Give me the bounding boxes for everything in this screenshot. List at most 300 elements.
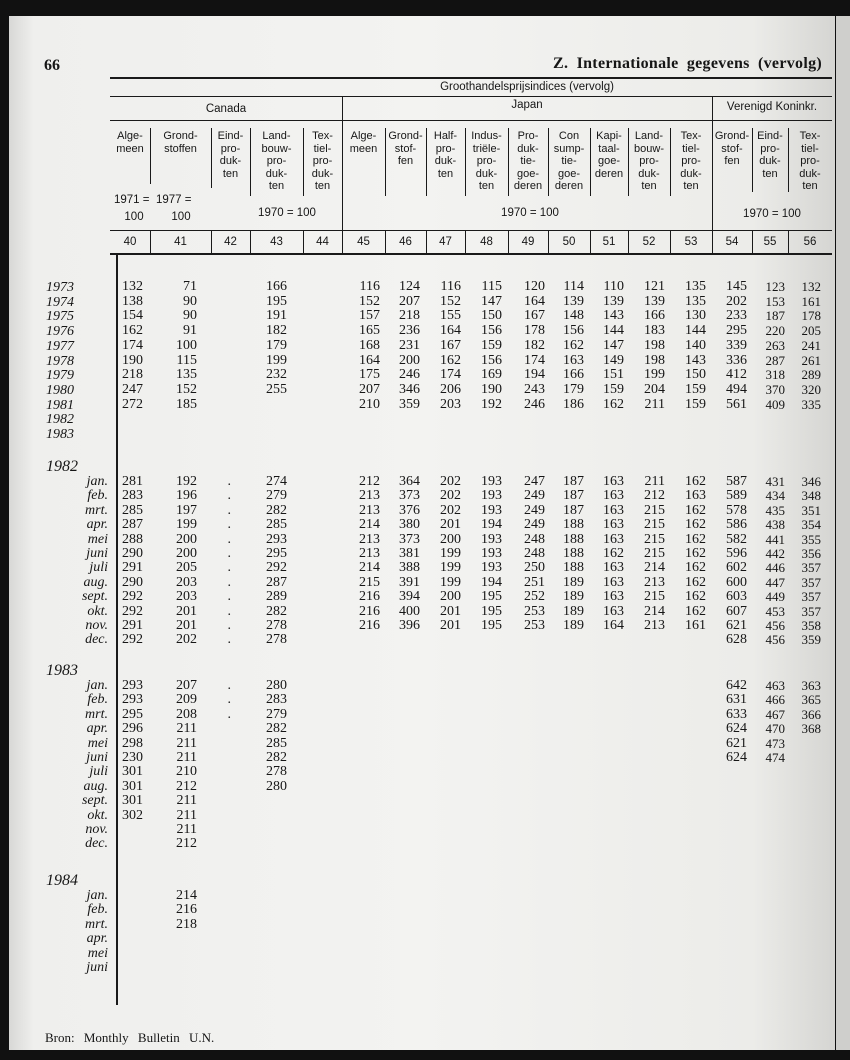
cell-col-43: 278 [266,632,287,648]
cell-col-43: 289 [266,589,287,605]
cell-col-50: 189 [563,603,584,619]
cell-col-43: 199 [266,352,287,368]
cell-col-47: 116 [440,279,461,294]
month-label: mrt. [85,916,108,932]
cell-col-41: 212 [176,836,197,852]
cell-col-53: 162 [685,502,706,518]
cell-col-40: 290 [122,546,143,561]
year-label: 1980 [46,382,74,398]
month-label: apr. [86,931,108,947]
cell-col-54: 596 [726,546,747,561]
cell-col-42: . [227,692,231,708]
cell-col-54: 642 [726,678,747,693]
month-label: feb. [87,488,108,504]
cell-col-48: 190 [481,381,502,397]
cell-col-43: 280 [266,778,287,794]
column-header: Tex- tiel- pro- duk- ten [680,130,702,192]
cell-col-49: 167 [524,308,545,324]
cell-col-49: 182 [524,337,545,353]
column-header: Con sump- tie- goe- deren [553,130,585,192]
cell-col-45: 116 [359,279,380,294]
cell-col-43: 292 [266,560,287,576]
cell-col-51: 139 [603,293,624,309]
cell-col-41: 152 [176,381,197,397]
cell-col-55: 220 [765,323,785,339]
cell-col-50: 188 [563,560,584,576]
cell-col-55: 463 [765,678,785,693]
column-header: Kapi- taal- goe- deren [594,130,624,180]
cell-col-55: 434 [765,488,785,504]
cell-col-45: 214 [359,517,380,533]
cell-col-41: 207 [176,678,197,693]
month-label: feb. [87,902,108,918]
cell-col-55: 449 [765,589,785,605]
column-number: 45 [357,236,370,248]
column-number: 40 [123,236,137,248]
cell-col-50: 187 [563,488,584,504]
cell-col-51: 143 [603,308,624,324]
cell-col-43: 195 [266,293,287,309]
cell-col-41: 214 [176,888,197,903]
cell-col-45: 168 [359,337,380,353]
cell-col-50: 114 [563,279,584,294]
cell-col-50: 189 [563,618,584,633]
column-number: 51 [602,236,616,248]
cell-col-40: 230 [122,750,143,765]
column-header: Alge- meen [116,130,144,155]
month-label: jan. [86,678,108,693]
cell-col-46: 396 [399,618,420,633]
cell-col-53: 162 [685,574,706,590]
cell-col-55: 187 [765,308,785,324]
column-header: Eind- pro- duk- ten [757,130,783,180]
cell-col-41: 135 [176,367,197,383]
cell-col-51: 149 [603,352,624,368]
cell-col-51: 147 [603,337,624,353]
month-label: sept. [81,589,108,605]
cell-col-42: . [227,531,231,547]
cell-col-43: 287 [266,574,287,590]
cell-col-43: 274 [266,474,287,489]
cell-col-40: 272 [122,396,143,412]
cell-col-43: 182 [266,323,287,339]
column-header: Half- pro- duk- ten [433,130,458,180]
column-number: 41 [174,236,187,248]
cell-col-54: 587 [726,474,747,489]
cell-col-41: 210 [176,764,197,780]
cell-col-41: 203 [176,574,197,590]
cell-col-49: 174 [524,352,545,368]
cell-col-48: 193 [481,488,502,504]
cell-col-52: 199 [644,367,665,383]
year-label: 1977 [46,338,74,354]
cell-col-53: 143 [685,352,706,368]
cell-col-53: 162 [685,531,706,547]
cell-col-54: 494 [726,381,747,397]
cell-col-47: 199 [440,560,461,576]
cell-col-52: 214 [644,603,665,619]
cell-col-40: 154 [122,308,143,324]
cell-col-54: 336 [726,352,747,368]
cell-col-52: 121 [644,279,665,294]
cell-col-51: 144 [603,323,624,339]
cell-col-56: 363 [801,678,821,693]
cell-col-48: 195 [481,589,502,605]
year-label: 1976 [46,324,74,340]
cell-col-48: 115 [481,279,502,294]
cell-col-56: 357 [801,560,821,576]
cell-col-42: . [227,488,231,504]
month-label: apr. [86,721,108,737]
page-title: Z. Internationale gegevens (vervolg) [553,55,822,72]
cell-col-46: 124 [399,279,420,294]
cell-col-46: 218 [399,308,420,324]
cell-col-51: 151 [603,367,624,383]
cell-col-56: 368 [801,721,821,737]
cell-col-49: 164 [524,293,545,309]
cell-col-54: 607 [726,603,747,619]
cell-col-49: 251 [524,574,545,590]
cell-col-43: 282 [266,603,287,619]
column-number: 44 [316,236,329,248]
cell-col-43: 179 [266,337,287,353]
cell-col-41: 211 [176,793,197,809]
country-japan: Japan [511,99,543,111]
cell-col-55: 470 [765,721,785,737]
month-label: jan. [86,888,108,903]
cell-col-54: 412 [726,367,747,383]
rule [342,96,343,254]
column-header: Tex- tiel- pro- duk- ten [799,130,821,192]
cell-col-56: 365 [801,692,821,708]
cell-col-55: 456 [765,618,785,633]
cell-col-41: 192 [176,474,197,489]
cell-col-56: 261 [801,352,821,368]
cell-col-53: 162 [685,546,706,561]
table-title: Groothandelsprijsindices (vervolg) [440,81,614,93]
cell-col-51: 163 [603,502,624,518]
cell-col-53: 162 [685,589,706,605]
cell-col-48: 193 [481,560,502,576]
cell-col-45: 175 [359,367,380,383]
cell-col-46: 231 [399,337,420,353]
base-canada: 1970 = 100 [258,207,316,219]
cell-col-40: 301 [122,764,143,780]
base-japan: 1970 = 100 [501,207,559,219]
cell-col-48: 150 [481,308,502,324]
column-number: 42 [224,236,237,248]
cell-col-49: 243 [524,381,545,397]
column-header: Eind- pro- duk- ten [217,130,244,180]
cell-col-52: 215 [644,531,665,547]
column-header: Grond- stof- fen [714,130,750,167]
cell-col-50: 186 [563,396,584,412]
cell-col-43: 166 [266,279,287,294]
month-label: apr. [86,517,108,533]
cell-col-40: 290 [122,574,143,590]
cell-col-53: 144 [685,323,706,339]
cell-col-43: 282 [266,721,287,737]
cell-col-45: 216 [359,589,380,605]
cell-col-52: 214 [644,560,665,576]
month-label: aug. [83,778,108,794]
country-uk: Verenigd Koninkr. [726,101,818,113]
cell-col-54: 561 [726,396,747,412]
cell-col-53: 163 [685,488,706,504]
cell-col-50: 187 [563,502,584,518]
cell-col-56: 346 [801,474,821,489]
cell-col-56: 358 [801,618,821,633]
cell-col-55: 409 [765,396,785,412]
cell-col-48: 195 [481,618,502,633]
cell-col-52: 204 [644,381,665,397]
cell-col-41: 185 [176,396,197,412]
cell-col-52: 215 [644,517,665,533]
cell-col-51: 163 [603,517,624,533]
cell-col-56: 359 [801,632,821,648]
month-label: mrt. [85,706,108,722]
cell-col-53: 161 [685,618,706,633]
month-label: nov. [85,618,108,633]
cell-col-56: 357 [801,603,821,619]
country-canada: Canada [205,103,247,115]
cell-col-51: 163 [603,560,624,576]
month-label: mei [87,945,108,961]
cell-col-45: 216 [359,603,380,619]
cell-col-41: 211 [176,735,197,751]
cell-col-49: 249 [524,517,545,533]
cell-col-51: 163 [603,589,624,605]
next-page-edge [836,16,850,1050]
cell-col-40: 302 [122,807,143,823]
cell-col-52: 212 [644,488,665,504]
cell-col-40: 132 [122,279,143,294]
cell-col-50: 188 [563,546,584,561]
cell-col-53: 140 [685,337,706,353]
rule [110,230,832,231]
year-label: 1982 [46,412,74,428]
cell-col-55: 318 [765,367,785,383]
cell-col-50: 148 [563,308,584,324]
cell-col-49: 249 [524,502,545,518]
cell-col-41: 91 [183,323,197,339]
page-number: 66 [44,57,60,74]
cell-col-52: 213 [644,618,665,633]
cell-col-55: 447 [765,574,785,590]
cell-col-40: 301 [122,793,143,809]
cell-col-42: . [227,502,231,518]
cell-col-41: 100 [176,337,197,353]
month-label: juni [86,546,108,561]
cell-col-43: 285 [266,517,287,533]
cell-col-56: 289 [801,367,821,383]
rule [110,96,832,97]
table-top-rule [110,77,832,79]
cell-col-47: 174 [440,367,461,383]
cell-col-49: 250 [524,560,545,576]
cell-col-47: 203 [440,396,461,412]
cell-col-40: 293 [122,692,143,708]
cell-col-56: 335 [801,396,821,412]
cell-col-47: 200 [440,531,461,547]
cell-col-45: 214 [359,560,380,576]
cell-col-40: 285 [122,502,143,518]
cell-col-51: 163 [603,574,624,590]
cell-col-49: 246 [524,396,545,412]
cell-col-40: 162 [122,323,143,339]
cell-col-41: 199 [176,517,197,533]
cell-col-48: 156 [481,323,502,339]
month-label: juli [89,560,108,576]
cell-col-47: 164 [440,323,461,339]
column-number: 56 [803,236,817,248]
cell-col-51: 163 [603,531,624,547]
cell-col-55: 456 [765,632,785,648]
cell-col-56: 356 [801,546,821,561]
cell-col-54: 600 [726,574,747,590]
cell-col-46: 391 [399,574,420,590]
cell-col-55: 441 [765,531,785,547]
cell-col-48: 194 [481,574,502,590]
cell-col-41: 205 [176,560,197,576]
cell-col-46: 400 [399,603,420,619]
cell-col-45: 165 [359,323,380,339]
month-label: juli [89,764,108,780]
cell-col-41: 211 [176,807,197,823]
cell-col-43: 282 [266,502,287,518]
header-bottom-rule [110,253,832,255]
cell-col-54: 339 [726,337,747,353]
cell-col-51: 162 [603,546,624,561]
cell-col-50: 156 [563,323,584,339]
cell-col-45: 212 [359,474,380,489]
cell-col-45: 207 [359,381,380,397]
cell-col-45: 216 [359,618,380,633]
cell-col-41: 208 [176,706,197,722]
cell-col-41: 216 [176,902,197,918]
month-label: sept. [81,793,108,809]
cell-col-47: 199 [440,574,461,590]
cell-col-45: 213 [359,546,380,561]
base-40-b: 100 [124,211,144,223]
column-number: 48 [480,236,493,248]
cell-col-48: 193 [481,502,502,518]
column-number: 50 [562,236,576,248]
cell-col-42: . [227,603,231,619]
year-label: 1974 [46,294,74,310]
cell-col-40: 281 [122,474,143,489]
cell-col-42: . [227,574,231,590]
cell-col-56: 351 [801,502,821,518]
cell-col-40: 296 [122,721,143,737]
cell-col-46: 364 [399,474,420,489]
cell-col-49: 247 [524,474,545,489]
base-41-a: 1977 = [156,194,192,206]
cell-col-51: 110 [603,279,624,294]
cell-col-42: . [227,474,231,489]
cell-col-46: 200 [399,352,420,368]
cell-col-55: 287 [765,352,785,368]
column-header: Land- bouw- pro- duk- ten [261,130,292,192]
cell-col-54: 624 [726,721,747,737]
cell-col-47: 201 [440,603,461,619]
cell-col-47: 167 [440,337,461,353]
cell-col-46: 373 [399,531,420,547]
cell-col-52: 139 [644,293,665,309]
cell-col-48: 192 [481,396,502,412]
cell-col-46: 380 [399,517,420,533]
column-header: Alge- meen [349,130,378,155]
cell-col-41: 211 [176,822,197,837]
year-heading: 1983 [46,662,78,679]
cell-col-56: 178 [801,308,821,324]
cell-col-51: 164 [603,618,624,633]
cell-col-54: 631 [726,692,747,708]
cell-col-56: 241 [801,337,821,353]
cell-col-47: 162 [440,352,461,368]
cell-col-41: 202 [176,632,197,648]
cell-col-43: 282 [266,750,287,765]
month-label: nov. [85,822,108,837]
cell-col-56: 205 [801,323,821,339]
cell-col-47: 200 [440,589,461,605]
month-label: mei [87,531,108,547]
cell-col-41: 196 [176,488,197,504]
cell-col-54: 621 [726,618,747,633]
base-41-b: 100 [171,211,191,223]
cell-col-52: 198 [644,337,665,353]
cell-col-41: 212 [176,778,197,794]
column-number: 46 [399,236,412,248]
cell-col-45: 157 [359,308,380,324]
cell-col-51: 163 [603,603,624,619]
cell-col-46: 394 [399,589,420,605]
column-header: Grond- stof- fen [388,130,423,167]
cell-col-43: 278 [266,618,287,633]
cell-col-43: 283 [266,692,287,708]
cell-col-50: 188 [563,531,584,547]
cell-col-48: 195 [481,603,502,619]
cell-col-49: 253 [524,603,545,619]
cell-col-46: 346 [399,381,420,397]
cell-col-55: 438 [765,517,785,533]
cell-col-46: 359 [399,396,420,412]
cell-col-48: 147 [481,293,502,309]
cell-col-51: 159 [603,381,624,397]
cell-col-40: 174 [122,337,143,353]
month-label: juni [86,960,108,975]
cell-col-56: 357 [801,574,821,590]
cell-col-48: 193 [481,531,502,547]
cell-col-43: 295 [266,546,287,561]
cell-col-54: 582 [726,531,747,547]
cell-col-53: 130 [685,308,706,324]
cell-col-55: 442 [765,546,785,561]
cell-col-47: 201 [440,517,461,533]
cell-col-50: 189 [563,589,584,605]
cell-col-52: 183 [644,323,665,339]
cell-col-46: 376 [399,502,420,518]
cell-col-40: 291 [122,560,143,576]
cell-col-40: 247 [122,381,143,397]
cell-col-40: 292 [122,603,143,619]
cell-col-55: 263 [765,337,785,353]
cell-col-51: 162 [603,396,624,412]
cell-col-41: 90 [183,308,197,324]
cell-col-40: 298 [122,735,143,751]
cell-col-42: . [227,632,231,648]
cell-col-40: 301 [122,778,143,794]
